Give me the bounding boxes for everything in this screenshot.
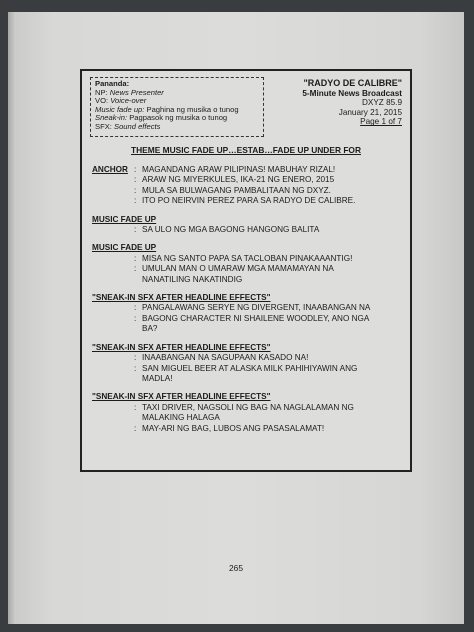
script-line: INAABANGAN NA SAGUPAAN KASADO NA!: [142, 353, 309, 363]
legend-item: Music fade up: Paghina ng musika o tunog: [95, 104, 239, 114]
script-line: TAXI DRIVER, NAGSOLI NG BAG NA NAGLALAMAN NG: [142, 402, 354, 412]
script-line: MADLA!: [142, 373, 173, 383]
script-line: MISA NG SANTO PAPA SA TACLOBAN PINAKAAANTIG!: [142, 253, 353, 263]
page-number: 265: [229, 563, 243, 573]
script-line: MAY-ARI NG BAG, LUBOS ANG PASASALAMAT!: [142, 423, 325, 433]
script-body: [92, 165, 404, 442]
station-info: [252, 79, 402, 127]
page-fold: [8, 12, 16, 624]
broadcast-date: January 21, 2015: [338, 107, 402, 117]
script-frame: [80, 69, 412, 472]
legend-item: VO: Voice-over: [95, 96, 147, 106]
broadcast-subtitle: 5-Minute News Broadcast: [302, 88, 402, 98]
script-line: MAGANDANG ARAW PILIPINAS! MABUHAY RIZAL!: [142, 165, 336, 174]
call-sign: DXYZ 85.9: [361, 98, 402, 108]
cue-label: "SNEAK-IN SFX AFTER HEADLINE EFFECTS": [92, 342, 271, 352]
station-title: "RADYO DE CALIBRE": [303, 78, 402, 88]
script-line: UMULAN MAN O UMARAW MGA MAMAMAYAN NA: [142, 264, 334, 274]
cue-segment: "SNEAK-IN SFX AFTER HEADLINE EFFECTS" : TAXI DRIVER, NAGSOLI NG BAG NA NAGLALAMAN NG MALAKING HALAGA : MAY-ARI NG BAG, LUBOS ANG PASASALAMAT!: [92, 392, 404, 434]
legend-item: Sneak-in: Pagpasok ng musika o tunog: [95, 113, 228, 123]
theme-music-cue: THEME MUSIC FADE UP…ESTAB…FADE UP UNDER FOR: [130, 145, 361, 155]
legend-heading: Pananda:: [95, 79, 130, 88]
anchor-label: ANCHOR: [92, 165, 128, 174]
script-line: BA?: [142, 324, 158, 334]
script-line: SA ULO NG MGA BAGONG HANGONG BALITA: [142, 225, 320, 235]
page-indicator: Page 1 of 7: [360, 117, 402, 127]
script-line: BAGONG CHARACTER NI SHAILENE WOODLEY, ANO NGA: [142, 313, 370, 323]
script-line: ARAW NG MIYERKULES, IKA-21 NG ENERO, 2015: [142, 175, 335, 185]
anchor-segment: ANCHOR : MAGANDANG ARAW PILIPINAS! MABUHAY RIZAL! : ARAW NG MIYERKULES, IKA-21 NG ENERO, 2015 : MULA SA BULWAGANG PAMBALITAAN NG DXYZ. : ITO PO NEIRVIN PEREZ PARA SA RADYO DE CALIBRE.: [92, 165, 404, 207]
cue-segment: MUSIC FADE UP : SA ULO NG MGA BAGONG HANGONG BALITA: [92, 215, 404, 236]
cue-label: "SNEAK-IN SFX AFTER HEADLINE EFFECTS": [92, 392, 271, 402]
script-line: MALAKING HALAGA: [142, 413, 220, 423]
legend-item: SFX: Sound effects: [95, 121, 161, 131]
script-line: PANGALAWANG SERYE NG DIVERGENT, INAABANGAN NA: [142, 303, 371, 313]
legend-box: [90, 77, 264, 137]
script-line: ITO PO NEIRVIN PEREZ PARA SA RADYO DE CALIBRE.: [142, 196, 356, 206]
script-line: NANATILING NAKATINDIG: [142, 274, 243, 284]
legend-item: NP: News Presenter: [95, 87, 164, 97]
cue-label: "SNEAK-IN SFX AFTER HEADLINE EFFECTS": [92, 293, 271, 303]
cue-segment: "SNEAK-IN SFX AFTER HEADLINE EFFECTS" : INAABANGAN NA SAGUPAAN KASADO NA! : SAN MIGUEL BEER AT ALASKA MILK PAHIHIYAWIN ANG MADLA!: [92, 343, 404, 385]
script-page: [8, 12, 464, 624]
cue-label: MUSIC FADE UP: [92, 214, 157, 224]
cue-label: MUSIC FADE UP: [92, 243, 157, 253]
cue-segment: "SNEAK-IN SFX AFTER HEADLINE EFFECTS" : PANGALAWANG SERYE NG DIVERGENT, INAABANGAN NA : BAGONG CHARACTER NI SHAILENE WOODLEY, ANO NGA BA?: [92, 293, 404, 335]
script-line: SAN MIGUEL BEER AT ALASKA MILK PAHIHIYAWIN ANG: [142, 363, 358, 373]
cue-segment: MUSIC FADE UP : MISA NG SANTO PAPA SA TACLOBAN PINAKAAANTIG! : UMULAN MAN O UMARAW MGA MAMAMAYAN NA NANATILING NAKATINDIG: [92, 243, 404, 285]
script-line: MULA SA BULWAGANG PAMBALITAAN NG DXYZ.: [142, 185, 331, 195]
